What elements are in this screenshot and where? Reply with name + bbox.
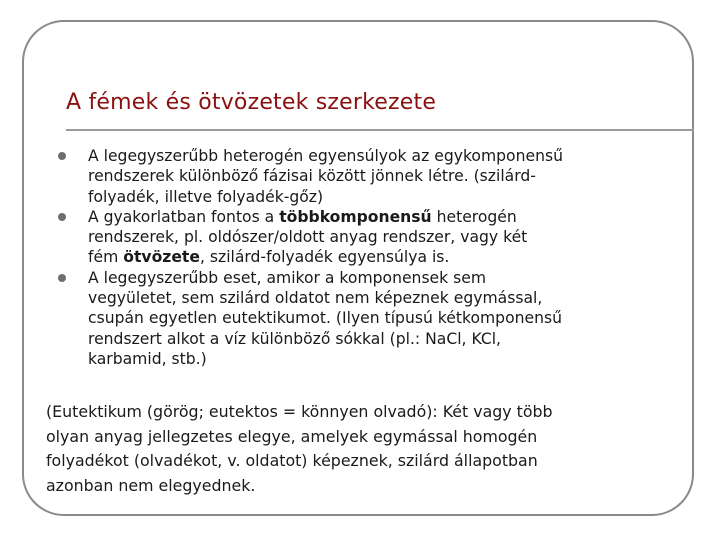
bullet-emphasis: többkomponensű <box>279 207 432 226</box>
bullet-item-2 <box>58 207 694 268</box>
bullet-list <box>58 146 694 369</box>
bullet-item-3 <box>58 268 694 369</box>
bullet-text: A gyakorlatban fontos a <box>88 207 280 226</box>
bullet-dot-icon <box>58 152 66 160</box>
bullet-line: vegyületet, sem szilárd oldatot nem képeznek egymással, <box>88 289 543 308</box>
bullet-dot-icon <box>58 274 66 282</box>
bullet-emphasis: ötvözete <box>123 248 200 267</box>
note-line: (Eutektikum (görög; eutektos = könnyen olvadó): Két vagy több <box>46 402 553 421</box>
bullet-line: rendszert alkot a víz különböző sókkal (pl.: NaCl, KCl, <box>88 329 502 348</box>
bullet-line <box>88 207 694 227</box>
bullet-item-1 <box>58 146 694 207</box>
bullet-line: A legegyszerűbb eset, amikor a komponensek sem <box>88 268 487 287</box>
bullet-text: heterogén <box>431 207 517 226</box>
bullet-line: csupán egyetlen eutektikumot. (Ilyen típusú kétkomponensű <box>88 309 562 328</box>
bullet-line: A legegyszerűbb heterogén egyensúlyok az egykomponensű <box>88 147 563 165</box>
note-line: olyan anyag jellegzetes elegye, amelyek egymással homogén <box>46 426 538 446</box>
bullet-text: fém <box>88 248 124 267</box>
title-underline <box>66 129 694 131</box>
note-line: folyadékot (olvadékot, v. oldatot) képeznek, szilárd állapotban <box>46 451 538 470</box>
bullet-line: rendszerek, pl. oldószer/oldott anyag rendszer, vagy két <box>88 228 528 247</box>
bullet-line: folyadék, illetve folyadék-gőz) <box>88 187 324 206</box>
bullet-dot-icon <box>58 213 66 221</box>
slide-title: A fémek és ötvözetek szerkezete <box>66 90 437 115</box>
definition-note <box>46 400 686 498</box>
bullet-text: , szilárd-folyadék egyensúlya is. <box>199 248 450 267</box>
bullet-line: karbamid, stb.) <box>88 349 207 368</box>
bullet-line <box>88 247 694 267</box>
note-line: azonban nem elegyednek. <box>46 475 256 495</box>
bullet-line: rendszerek különböző fázisai között jönnek létre. (szilárd- <box>88 167 536 186</box>
